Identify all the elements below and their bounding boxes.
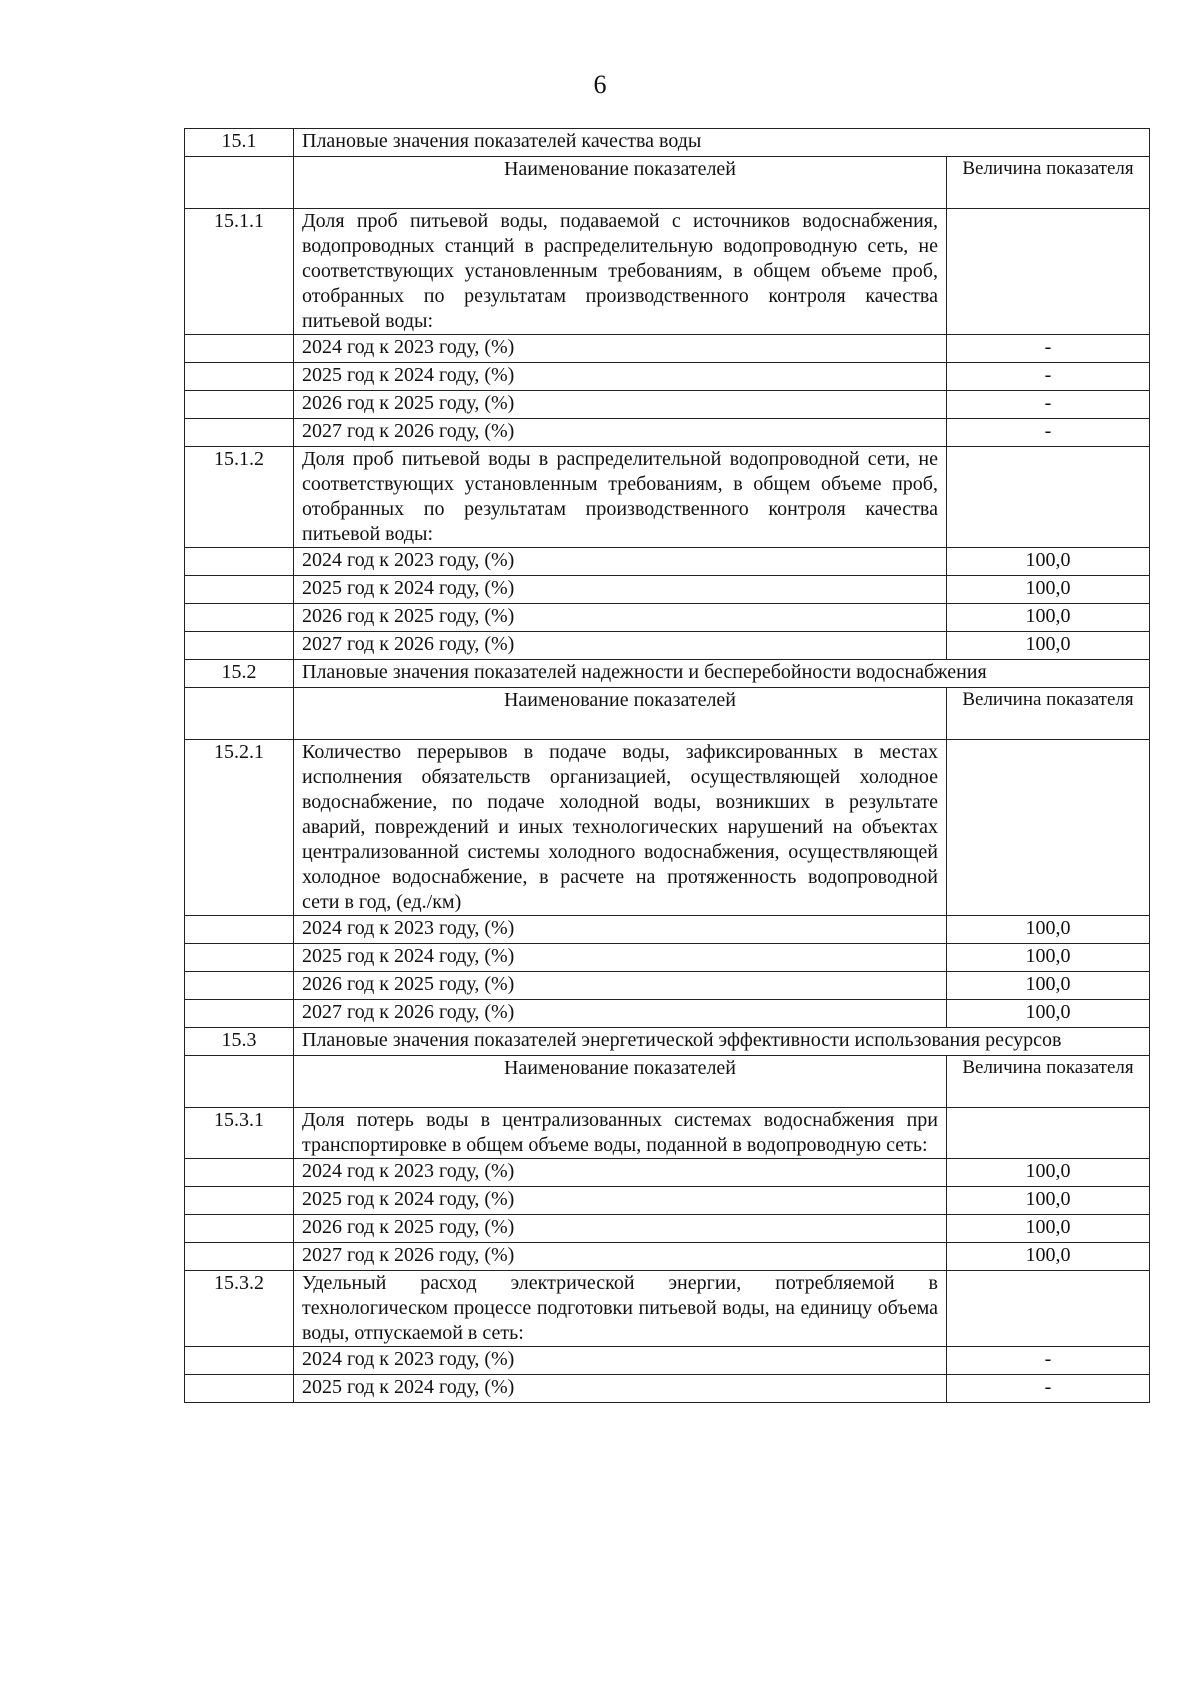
empty-cell xyxy=(185,1347,294,1375)
year-value: 100,0 xyxy=(946,1000,1149,1028)
year-value: 100,0 xyxy=(946,944,1149,972)
year-value: 100,0 xyxy=(946,1243,1149,1271)
year-label: 2027 год к 2026 году, (%) xyxy=(294,1243,947,1271)
year-label: 2025 год к 2024 году, (%) xyxy=(294,363,947,391)
empty-cell xyxy=(185,335,294,363)
year-label: 2025 год к 2024 году, (%) xyxy=(294,1187,947,1215)
empty-cell xyxy=(185,1056,294,1108)
header-value: Величина показателя xyxy=(946,688,1149,740)
year-label: 2024 год к 2023 году, (%) xyxy=(294,1347,947,1375)
header-row xyxy=(185,688,1150,740)
header-name: Наименование показателей xyxy=(294,1056,947,1108)
section-number: 15.1 xyxy=(185,129,294,157)
section-title-row xyxy=(185,660,1150,688)
section-title-row xyxy=(185,129,1150,157)
indicator-row xyxy=(185,740,1150,916)
section-title: Плановые значения показателей надежности и бесперебойности водоснабжения xyxy=(294,660,1150,688)
empty-cell xyxy=(185,1187,294,1215)
indicator-number: 15.2.1 xyxy=(185,740,294,916)
header-row xyxy=(185,1056,1150,1108)
year-value: - xyxy=(946,391,1149,419)
year-value: 100,0 xyxy=(946,972,1149,1000)
indicator-row xyxy=(185,1108,1150,1159)
year-value: 100,0 xyxy=(946,576,1149,604)
empty-cell xyxy=(185,1215,294,1243)
year-row xyxy=(185,363,1150,391)
indicator-text: Доля потерь воды в централизованных системах водоснабжения при транспортировке в общем объеме воды, поданной в водопроводную сеть: xyxy=(294,1108,947,1159)
year-row xyxy=(185,1375,1150,1403)
header-name: Наименование показателей xyxy=(294,157,947,209)
section-title: Плановые значения показателей качества воды xyxy=(294,129,1150,157)
header-value: Величина показателя xyxy=(946,1056,1149,1108)
indicator-text: Количество перерывов в подаче воды, зафиксированных в местах исполнения обязательств организацией, осуществляющей холодное водоснабжение, по подаче холодной воды, возникших в результате аварий, повреждений и иных технологических нарушений на объектах централизованной системы холодного водоснабжения, осуществляющей холодное водоснабжение, в расчете на протяженность водопроводной сети в год, (ед./км) xyxy=(294,740,947,916)
page-number: 6 xyxy=(593,70,607,99)
header-name: Наименование показателей xyxy=(294,688,947,740)
empty-cell xyxy=(185,391,294,419)
section-title-row xyxy=(185,1028,1150,1056)
indicator-number: 15.3.2 xyxy=(185,1271,294,1347)
indicator-value-empty xyxy=(946,740,1149,916)
year-row xyxy=(185,944,1150,972)
empty-cell xyxy=(185,632,294,660)
empty-cell xyxy=(185,419,294,447)
empty-cell xyxy=(185,1375,294,1403)
year-row xyxy=(185,1000,1150,1028)
year-row xyxy=(185,916,1150,944)
indicator-value-empty xyxy=(946,447,1149,548)
empty-cell xyxy=(185,1159,294,1187)
year-row xyxy=(185,972,1150,1000)
year-label: 2026 год к 2025 году, (%) xyxy=(294,604,947,632)
indicator-value-empty xyxy=(946,209,1149,335)
section-title: Плановые значения показателей энергетической эффективности использования ресурсов xyxy=(294,1028,1150,1056)
year-value: - xyxy=(946,1347,1149,1375)
year-value: - xyxy=(946,419,1149,447)
year-value: - xyxy=(946,335,1149,363)
year-label: 2027 год к 2026 году, (%) xyxy=(294,1000,947,1028)
year-label: 2026 год к 2025 году, (%) xyxy=(294,972,947,1000)
indicator-number: 15.3.1 xyxy=(185,1108,294,1159)
year-label: 2025 год к 2024 году, (%) xyxy=(294,576,947,604)
year-label: 2026 год к 2025 году, (%) xyxy=(294,391,947,419)
indicators-table-body xyxy=(185,129,1150,1403)
header-value: Величина показателя xyxy=(946,157,1149,209)
year-row xyxy=(185,1215,1150,1243)
empty-cell xyxy=(185,1243,294,1271)
empty-cell xyxy=(185,604,294,632)
indicator-value-empty xyxy=(946,1271,1149,1347)
empty-cell xyxy=(185,363,294,391)
year-row xyxy=(185,1347,1150,1375)
year-label: 2027 год к 2026 году, (%) xyxy=(294,419,947,447)
year-label: 2024 год к 2023 году, (%) xyxy=(294,916,947,944)
indicator-row xyxy=(185,447,1150,548)
empty-cell xyxy=(185,972,294,1000)
empty-cell xyxy=(185,688,294,740)
year-row xyxy=(185,576,1150,604)
section-number: 15.3 xyxy=(185,1028,294,1056)
year-row xyxy=(185,1243,1150,1271)
header-row xyxy=(185,157,1150,209)
year-value: 100,0 xyxy=(946,916,1149,944)
year-row xyxy=(185,604,1150,632)
empty-cell xyxy=(185,576,294,604)
year-row xyxy=(185,548,1150,576)
year-value: - xyxy=(946,363,1149,391)
indicator-number: 15.1.2 xyxy=(185,447,294,548)
empty-cell xyxy=(185,157,294,209)
year-row xyxy=(185,1187,1150,1215)
year-value: 100,0 xyxy=(946,1215,1149,1243)
indicator-row xyxy=(185,1271,1150,1347)
section-number: 15.2 xyxy=(185,660,294,688)
year-row xyxy=(185,1159,1150,1187)
year-label: 2024 год к 2023 году, (%) xyxy=(294,548,947,576)
year-row xyxy=(185,419,1150,447)
year-label: 2024 год к 2023 году, (%) xyxy=(294,335,947,363)
year-value: 100,0 xyxy=(946,604,1149,632)
indicators-table xyxy=(184,128,1150,1403)
empty-cell xyxy=(185,916,294,944)
empty-cell xyxy=(185,548,294,576)
year-value: 100,0 xyxy=(946,632,1149,660)
year-label: 2025 год к 2024 году, (%) xyxy=(294,944,947,972)
year-row xyxy=(185,632,1150,660)
year-label: 2027 год к 2026 году, (%) xyxy=(294,632,947,660)
year-row xyxy=(185,335,1150,363)
year-row xyxy=(185,391,1150,419)
indicator-row xyxy=(185,209,1150,335)
year-value: 100,0 xyxy=(946,1187,1149,1215)
year-label: 2025 год к 2024 году, (%) xyxy=(294,1375,947,1403)
year-label: 2026 год к 2025 году, (%) xyxy=(294,1215,947,1243)
empty-cell xyxy=(185,1000,294,1028)
indicator-text: Удельный расход электрической энергии, потребляемой в технологическом процессе подготовки питьевой воды, на единицу объема воды, отпускаемой в сеть: xyxy=(294,1271,947,1347)
indicator-number: 15.1.1 xyxy=(185,209,294,335)
year-label: 2024 год к 2023 году, (%) xyxy=(294,1159,947,1187)
empty-cell xyxy=(185,944,294,972)
indicator-value-empty xyxy=(946,1108,1149,1159)
year-value: 100,0 xyxy=(946,548,1149,576)
year-value: 100,0 xyxy=(946,1159,1149,1187)
indicator-text: Доля проб питьевой воды, подаваемой с источников водоснабжения, водопроводных станций в распределительную водопроводную сеть, не соответствующих установленным требованиям, в общем объеме проб, отобранных по результатам производственного контроля качества питьевой воды: xyxy=(294,209,947,335)
year-value: - xyxy=(946,1375,1149,1403)
indicator-text: Доля проб питьевой воды в распределительной водопроводной сети, не соответствующих установленным требованиям, в общем объеме проб, отобранных по результатам производственного контроля качества питьевой воды: xyxy=(294,447,947,548)
